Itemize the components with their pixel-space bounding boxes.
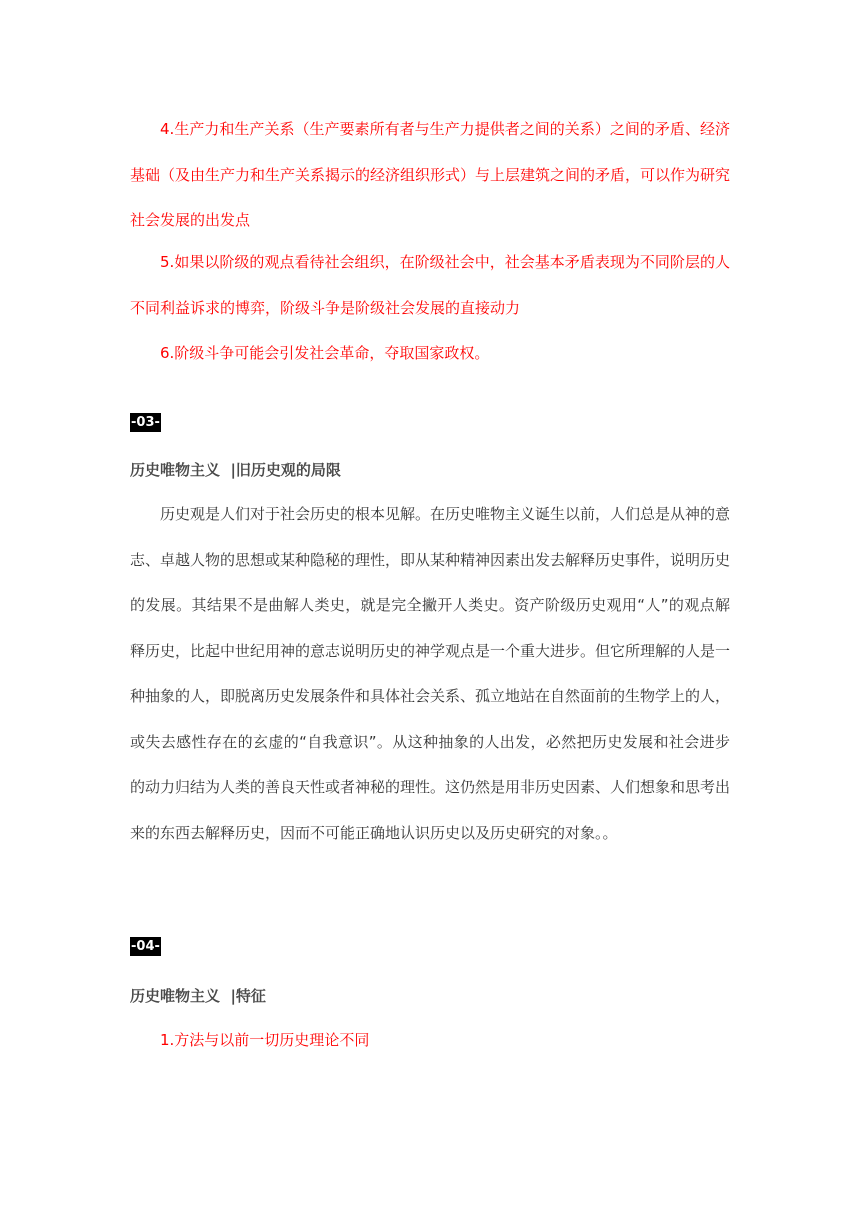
section-tag-03: -03- [131,415,160,430]
section-heading-03: 历史唯物主义 |旧历史观的局限 [130,461,341,479]
list-item-6: 6.阶级斗争可能会引发社会革命，夺取国家政权。 [160,344,490,362]
section-heading-04: 历史唯物主义 |特征 [130,987,266,1005]
section-body-03: 历史观是人们对于社会历史的根本见解。在历史唯物主义诞生以前，人们总是从神的意志、卓越人物的思想或某种隐秘的理性，即从某种精神因素出发去解释历史事件，说明历史的发展。其结果不是曲解人类史，就是完全撇开人类史。资产阶级历史观用“人”的观点解释历史，比起中世纪用神的意志说明历史的神学观点是一个重大进步。但它所理解的人是一种抽象的人，即脱离历史发展条件和具体社会关系、孤立地站在自然面前的生物学上的人，或失去感性存在的玄虚的“自我意识”。从这种抽象的人出发，必然把历史发展和社会进步的动力归结为人类的善良天性或者神秘的理性。这仍然是用非历史因素、人们想象和思考出来的东西去解释历史，因而不可能正确地认识历史以及历史研究的对象。。 [130,505,731,842]
list-item-5: 5.如果以阶级的观点看待社会组织，在阶级社会中，社会基本矛盾表现为不同阶层的人不同利益诉求的博弈，阶级斗争是阶级社会发展的直接动力 [130,253,730,317]
list-item-4: 4.生产力和生产关系（生产要素所有者与生产力提供者之间的关系）之间的矛盾、经济基础（及由生产力和生产关系揭示的经济组织形式）与上层建筑之间的矛盾，可以作为研究社会发展的出发点 [130,120,731,229]
list-item-1: 1.方法与以前一切历史理论不同 [160,1031,370,1049]
section-tag-04: -04- [131,939,160,954]
